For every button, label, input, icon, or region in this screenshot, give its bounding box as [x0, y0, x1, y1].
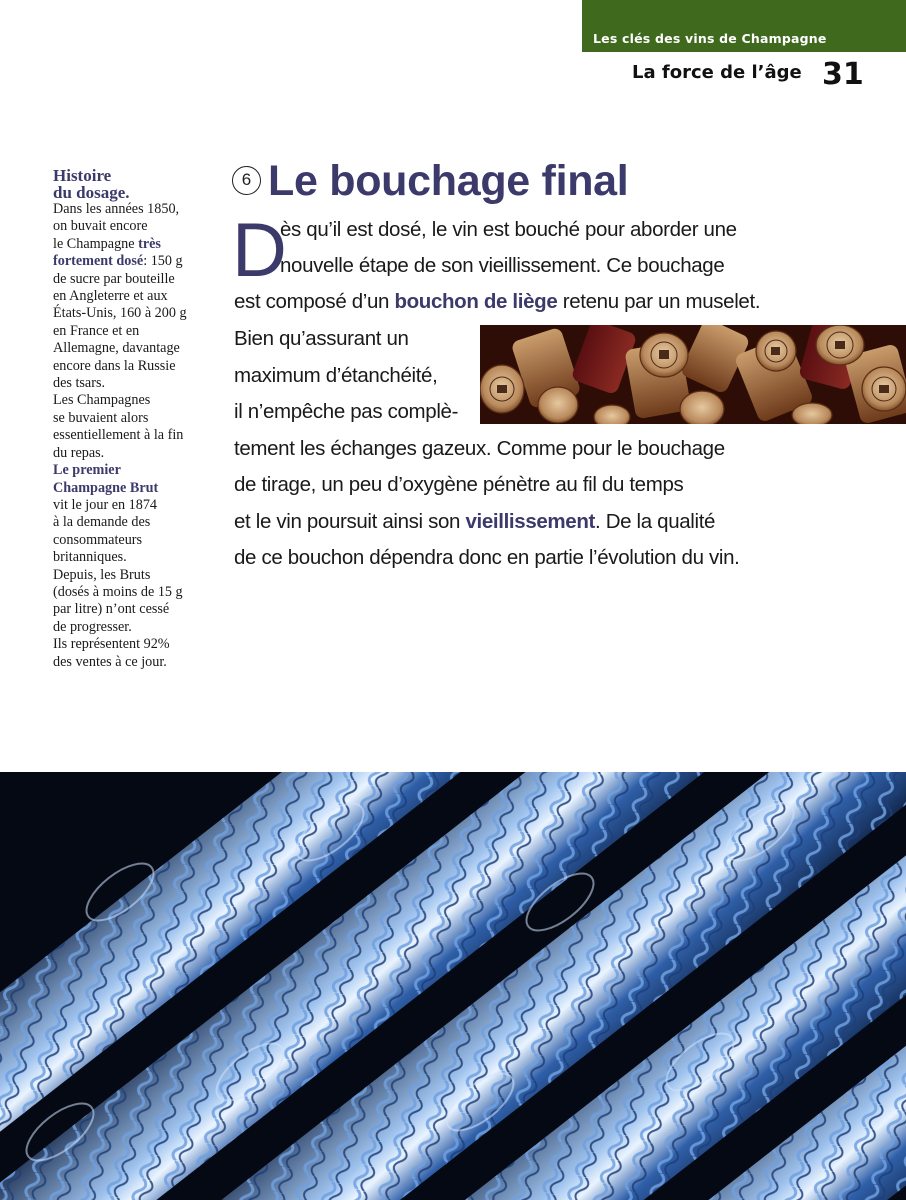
sidebar-line: Allemagne, davantage: [53, 340, 180, 357]
sidebar-line: vit le jour en 1874: [53, 496, 158, 513]
body-text: retenu par un muselet.: [557, 290, 761, 313]
sidebar-line: en France et en: [53, 322, 140, 339]
body-text: et le vin poursuit ainsi son: [234, 510, 466, 533]
sidebar-text: le Champagne: [53, 235, 139, 252]
sidebar-line: Depuis, les Bruts: [53, 566, 151, 583]
sidebar-line: essentiellement à la fin: [53, 427, 184, 444]
sidebar-line: de sucre par bouteille: [53, 270, 175, 287]
body-line: tement les échanges gazeux. Comme pour le bouchage: [234, 437, 725, 460]
page-number: 31: [822, 57, 864, 92]
body-text: . De la qualité: [595, 510, 716, 533]
sidebar-line: de progresser.: [53, 618, 132, 635]
sidebar-highlight: Champagne Brut: [53, 479, 159, 496]
series-header-band: [582, 0, 906, 52]
body-text: est composé d’un: [234, 290, 395, 313]
body-emphasis: bouchon de liège: [394, 290, 558, 313]
sidebar-line: [53, 236, 213, 253]
drop-cap: D: [232, 208, 287, 293]
body-line: de ce bouchon dépendra donc en partie l’évolution du vin.: [234, 546, 740, 569]
sidebar-line: par litre) n’ont cessé: [53, 601, 170, 618]
sidebar-line: Ils représentent 92%: [53, 636, 170, 653]
sidebar-heading-line1: Histoire: [53, 166, 112, 185]
sidebar-line: [53, 253, 213, 270]
sidebar-heading-line2: du dosage.: [53, 183, 130, 202]
sidebar-line: États-Unis, 160 à 200 g: [53, 305, 187, 322]
sidebar-line: Dans les années 1850,: [53, 201, 180, 217]
sidebar-highlight: très: [138, 235, 161, 252]
sidebar-line: Les Champagnes: [53, 392, 151, 409]
step-number-badge: 6: [232, 166, 261, 195]
sidebar-highlight: Le premier: [53, 462, 121, 479]
sidebar-line: (dosés à moins de 15 g: [53, 583, 183, 600]
sidebar-line: encore dans la Russie: [53, 357, 176, 374]
sidebar-line: à la demande des: [53, 514, 151, 531]
article-title: Le bouchage final: [268, 157, 629, 205]
body-line: [234, 284, 760, 321]
sidebar-line: des ventes à ce jour.: [53, 653, 167, 670]
sidebar-highlight: fortement dosé: [53, 253, 144, 270]
sidebar-line: du repas.: [53, 444, 105, 461]
body-line: maximum d’étanchéité,: [234, 364, 438, 387]
sidebar-line: se buvaient alors: [53, 409, 149, 426]
body-line: [234, 504, 715, 541]
section-title: La force de l’âge: [632, 62, 802, 83]
sidebar-line: on buvait encore: [53, 218, 148, 235]
sidebar-note: [53, 167, 213, 671]
cork-photo: [480, 325, 906, 424]
body-line: il n’empêche pas complè-: [234, 400, 459, 423]
body-line: ès qu’il est dosé, le vin est bouché pour aborder une: [280, 218, 737, 241]
body-emphasis: vieillissement: [465, 510, 595, 533]
series-title: Les clés des vins de Champagne: [593, 31, 827, 46]
body-line: de tirage, un peu d’oxygène pénètre au fil du temps: [234, 473, 684, 496]
body-line: Bien qu’assurant un: [234, 327, 409, 350]
sidebar-line: britanniques.: [53, 549, 127, 566]
body-line: nouvelle étape de son vieillissement. Ce bouchage: [280, 254, 725, 277]
sidebar-text: : 150 g: [143, 253, 183, 270]
sidebar-line: en Angleterre et aux: [53, 288, 168, 305]
bottles-photo: [0, 772, 906, 1200]
sidebar-line: des tsars.: [53, 375, 106, 392]
sidebar-line: consommateurs: [53, 531, 143, 548]
